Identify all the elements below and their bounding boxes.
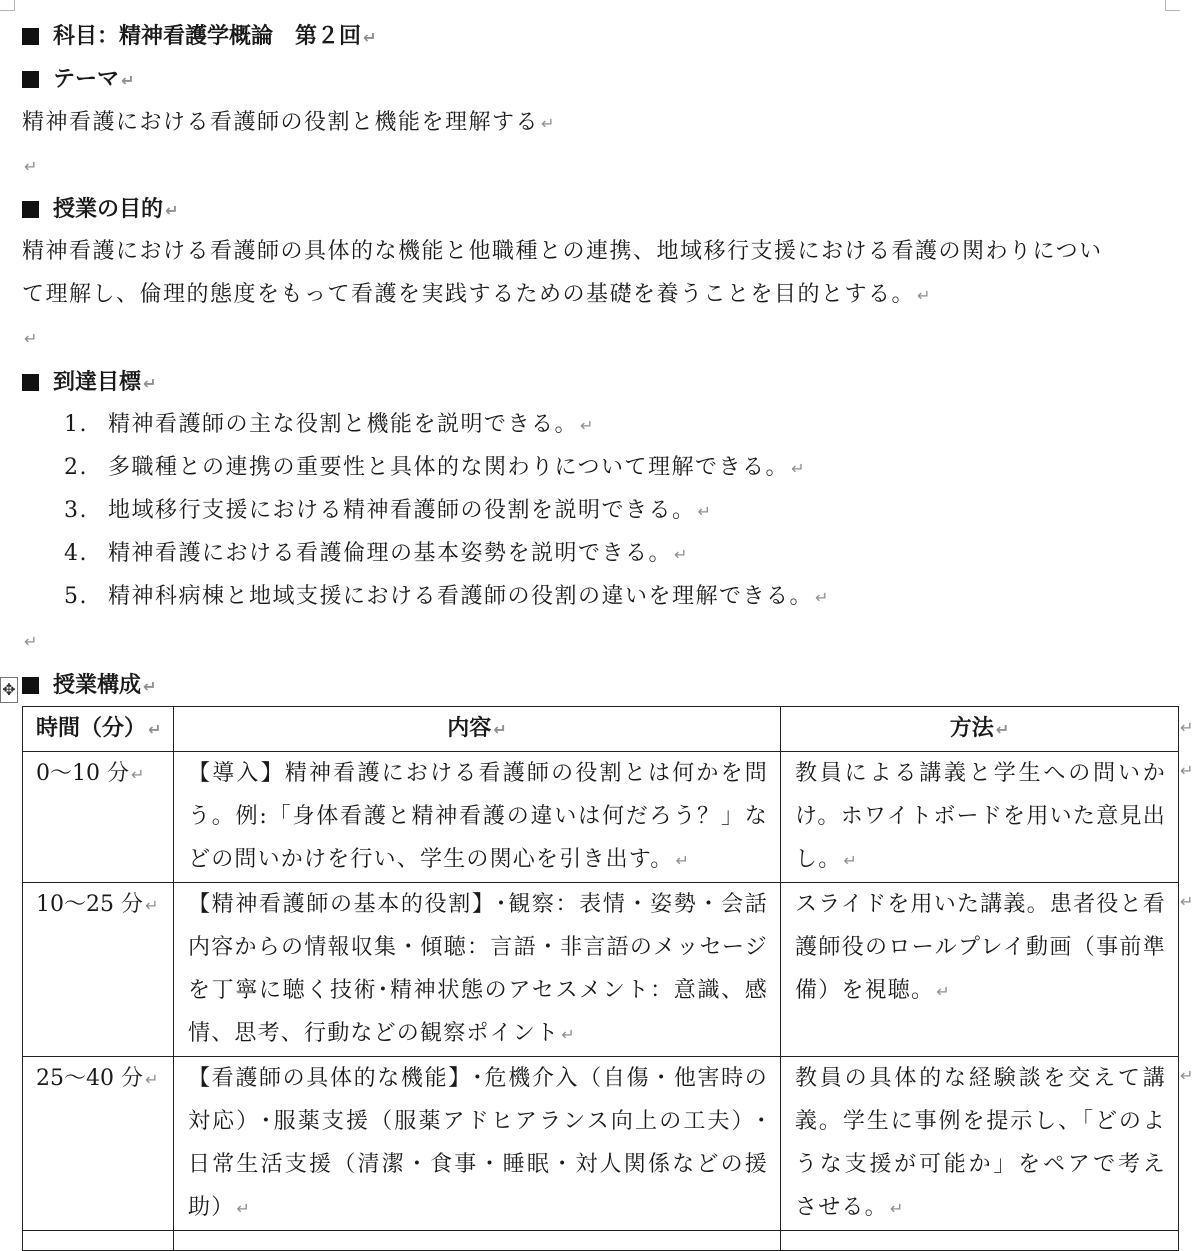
purpose-heading[interactable]: 授業の目的 ↵ xyxy=(22,194,178,226)
theme-heading[interactable]: テーマ ↵ xyxy=(22,64,134,96)
table-row xyxy=(23,1057,1179,1231)
purpose-text-line-2[interactable]: て理解し、倫理的態度をもって看護を実践するための基礎を養うことを目的とする。 ↵ xyxy=(22,282,932,307)
cell-method[interactable]: スライドを用いた講義。患者役と看護師役のロールプレイ動画（事前準備）を視聴。 ↵ xyxy=(781,883,1179,1057)
empty-paragraph[interactable] xyxy=(22,626,37,657)
empty-paragraph[interactable] xyxy=(22,151,37,182)
subject-heading[interactable]: 科目：精神看護学概論 第２回 ↵ xyxy=(22,21,376,53)
cell-time[interactable]: 25～40 分 ↵ xyxy=(23,1057,174,1231)
return-mark-icon: ↵ xyxy=(165,201,179,220)
return-mark-icon: ↵ xyxy=(144,1070,159,1089)
table-row xyxy=(23,1231,1179,1251)
table-row xyxy=(23,883,1179,1057)
goal-item-4[interactable]: 4. 精神看護における看護倫理の基本姿勢を説明できる。 ↵ xyxy=(64,541,689,566)
cell-time[interactable]: 0～10 分 ↵ xyxy=(23,752,174,883)
goal-item-3[interactable]: 3. 地域移行支援における精神看護師の役割を説明できる。 ↵ xyxy=(64,498,713,523)
cell-method[interactable] xyxy=(781,1231,1179,1251)
return-mark-icon: ↵ xyxy=(936,982,951,1001)
structure-heading[interactable]: 授業構成 ↵ xyxy=(22,670,156,702)
return-mark-icon: ↵ xyxy=(791,459,806,478)
square-bullet-icon xyxy=(22,677,39,694)
return-mark-icon: ↵ xyxy=(815,588,830,607)
row-end-mark-icon: ↵ xyxy=(1180,718,1194,737)
column-header-method[interactable]: 方法 ↵ xyxy=(781,707,1179,752)
cell-content[interactable]: 【精神看護師の基本的役割】･観察：表情・姿勢・会話内容からの情報収集・傾聴：言語・非言語のメッセージを丁寧に聴く技術･精神状態のアセスメント：意識、感情、思考、行動などの観察ポイント ↵ xyxy=(174,883,781,1057)
theme-text[interactable]: 精神看護における看護師の役割と機能を理解する ↵ xyxy=(22,110,556,135)
return-mark-icon: ↵ xyxy=(143,677,157,696)
return-mark-icon: ↵ xyxy=(995,720,1010,739)
return-mark-icon: ↵ xyxy=(675,851,691,870)
goals-heading[interactable]: 到達目標 ↵ xyxy=(22,367,156,399)
return-mark-icon: ↵ xyxy=(561,1025,576,1044)
square-bullet-icon xyxy=(22,374,39,391)
column-header-content[interactable]: 内容 ↵ xyxy=(174,707,781,752)
table-header-row xyxy=(23,707,1179,752)
table-move-handle-icon[interactable]: ✥ xyxy=(0,677,18,703)
return-mark-icon: ↵ xyxy=(24,157,38,176)
return-mark-icon: ↵ xyxy=(917,286,932,305)
return-mark-icon: ↵ xyxy=(143,374,157,393)
column-header-time[interactable]: 時間（分） ↵ xyxy=(23,707,174,752)
return-mark-icon: ↵ xyxy=(541,114,556,133)
return-mark-icon: ↵ xyxy=(580,416,595,435)
empty-paragraph[interactable] xyxy=(22,323,37,354)
return-mark-icon: ↵ xyxy=(24,329,38,348)
goal-item-5[interactable]: 5. 精神科病棟と地域支援における看護師の役割の違いを理解できる。 ↵ xyxy=(64,584,830,609)
table-row xyxy=(23,752,1179,883)
crop-mark-top-right xyxy=(1165,0,1180,11)
row-end-mark-icon: ↵ xyxy=(1180,761,1194,780)
return-mark-icon: ↵ xyxy=(236,1199,252,1218)
goal-item-2[interactable]: 2. 多職種との連携の重要性と具体的な関わりについて理解できる。 ↵ xyxy=(64,455,806,480)
cell-method[interactable]: 教員の具体的な経験談を交えて講義。学生に事例を提示し、「どのような支援が可能か」をペアで考えさせる。 ↵ xyxy=(781,1057,1179,1231)
return-mark-icon: ↵ xyxy=(889,1199,905,1218)
lesson-structure-table[interactable] xyxy=(22,706,1179,1251)
return-mark-icon: ↵ xyxy=(24,632,38,651)
cell-content[interactable]: 【看護師の具体的な機能】･危機介入（自傷・他害時の対応）･服薬支援（服薬アドヒアランス向上の工夫）･日常生活支援（清潔・食事・睡眠・対人関係などの援助） ↵ xyxy=(174,1057,781,1231)
square-bullet-icon xyxy=(22,201,39,218)
goal-item-1[interactable]: 1. 精神看護師の主な役割と機能を説明できる。 ↵ xyxy=(64,412,595,437)
return-mark-icon: ↵ xyxy=(697,502,713,521)
row-end-mark-icon: ↵ xyxy=(1180,892,1194,911)
cell-time[interactable]: 10～25 分 ↵ xyxy=(23,883,174,1057)
square-bullet-icon xyxy=(22,71,39,88)
return-mark-icon: ↵ xyxy=(148,720,162,739)
cell-content[interactable] xyxy=(174,1231,781,1251)
row-end-mark-icon: ↵ xyxy=(1180,1066,1194,1085)
return-mark-icon: ↵ xyxy=(144,896,159,915)
return-mark-icon: ↵ xyxy=(121,71,135,90)
return-mark-icon: ↵ xyxy=(131,765,145,784)
return-mark-icon: ↵ xyxy=(674,545,689,564)
cell-method[interactable]: 教員による講義と学生への問いかけ。ホワイトボードを用いた意見出し。 ↵ xyxy=(781,752,1179,883)
crop-mark-top-left xyxy=(0,0,15,11)
cell-time[interactable] xyxy=(23,1231,174,1251)
return-mark-icon: ↵ xyxy=(843,851,859,870)
return-mark-icon: ↵ xyxy=(493,720,507,739)
cell-content[interactable]: 【導入】精神看護における看護師の役割とは何かを問う。例:「身体看護と精神看護の違いは何だろう？」などの問いかけを行い、学生の関心を引き出す。 ↵ xyxy=(174,752,781,883)
square-bullet-icon xyxy=(22,28,39,45)
purpose-text-line-1[interactable]: 精神看護における看護師の具体的な機能と他職種との連携、地域移行支援における看護の関わりについ xyxy=(22,239,1103,264)
return-mark-icon: ↵ xyxy=(363,28,377,47)
